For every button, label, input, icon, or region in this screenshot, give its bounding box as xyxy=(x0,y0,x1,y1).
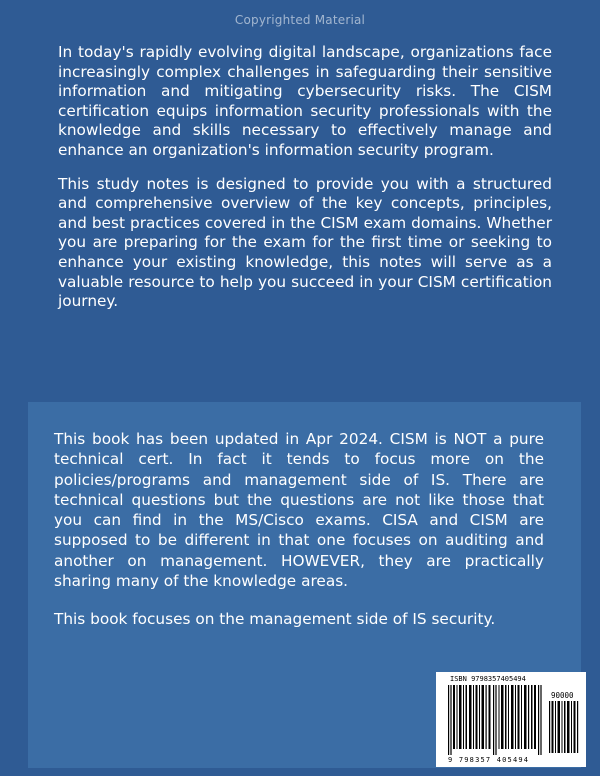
intro-paragraph-2: This study notes is designed to provide you with a structured and comprehensive overview of the key concepts, principles, and best practices covered in the CISM exam domains. Whether you are preparing for the exam for the first time or seeking to enhance your existing knowledge, this notes will serve as a valuable resource to help you succeed in your CISM certification journey. xyxy=(58,174,552,311)
barcode-digits: 9 798357 405494 xyxy=(448,756,530,764)
intro-paragraph-1: In today's rapidly evolving digital landscape, organizations face increasingly complex challenges in safeguarding their sensitive information and mitigating cybersecurity risks. The CISM certification equips information security professionals with the knowledge and skills necessary to effectively manage and enhance an organization's information security program. xyxy=(58,43,552,159)
barcode-addon-icon xyxy=(549,701,581,753)
barcode-box xyxy=(436,672,586,767)
watermark: Copyrighted Material xyxy=(234,13,366,27)
barcode-main-icon xyxy=(448,685,546,755)
price-code: 90000 xyxy=(551,691,574,700)
isbn-label: ISBN 9798357405494 xyxy=(450,675,526,683)
intro-text xyxy=(58,43,552,326)
panel-paragraph-2: This book focuses on the management side of IS security. xyxy=(54,610,496,629)
panel-paragraph-1: This book has been updated in Apr 2024. CISM is NOT a pure technical cert. In fact it tends to focus more on the policies/programs and management side of IS. There are technical questions but the questions are not like those that you can find in the MS/Cisco exams. CISA and CISM are supposed to be different in that one focuses on auditing and another on management. HOWEVER, they are practically sharing many of the knowledge areas. xyxy=(54,430,544,591)
